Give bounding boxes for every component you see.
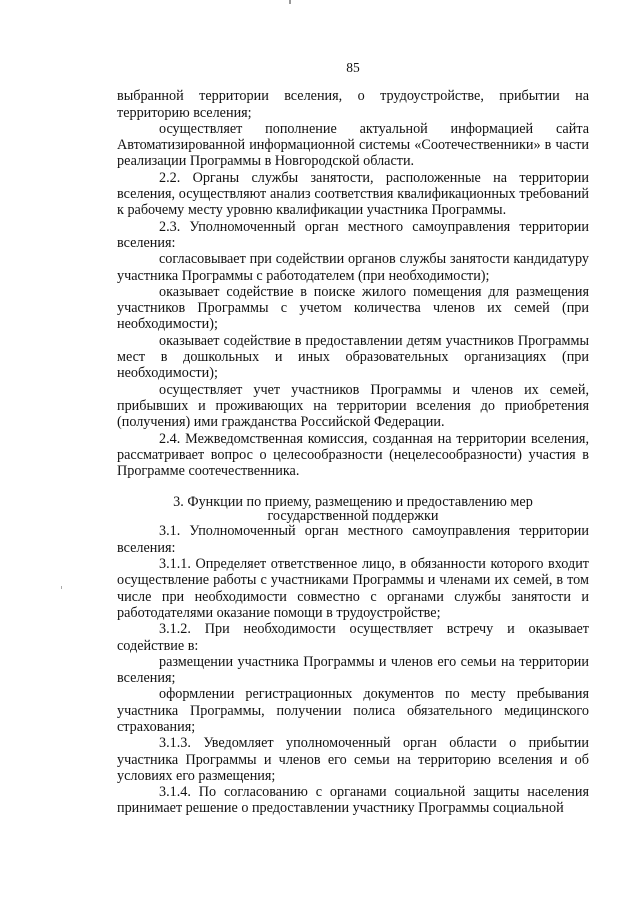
paragraph: 2.2. Органы службы занятости, расположенные на территории вселения, осуществляют анализ соответствия квалификационных требований к рабочему месту уровню квалификации участника Программы.	[117, 169, 589, 219]
paragraph: осуществляет пополнение актуальной информацией сайта Автоматизированной информационной системы «Соотечественники» в части реализации Программы в Новгородской области.	[117, 120, 589, 170]
paragraph: 3.1.2. При необходимости осуществляет встречу и оказывает содействие в:	[117, 621, 589, 654]
paragraph: 2.4. Межведомственная комиссия, созданная на территории вселения, рассматривает вопрос о целесообразности (нецелесообразности) участия в Программе соотечественника.	[117, 430, 589, 480]
paragraph: осуществляет учет участников Программы и членов их семей, прибывших и проживающих на территории вселения до приобретения (получения) ими гражданства Российской Федерации.	[117, 381, 589, 431]
page-number: 85	[346, 60, 360, 75]
paragraph: выбранной территории вселения, о трудоустройстве, прибытии на территорию вселения;	[117, 88, 589, 121]
paragraph: согласовывает при содействии органов службы занятости кандидатуру участника Программы с работодателем (при необходимости);	[117, 251, 589, 284]
paragraph: оказывает содействие в поиске жилого помещения для размещения участников Программы с учетом количества членов их семей (при необходимости);	[117, 283, 589, 333]
section-title-line: 3. Функции по приему, размещению и предоставлению мер	[173, 494, 533, 511]
paragraph: 3.1. Уполномоченный орган местного самоуправления территории вселения:	[117, 523, 589, 556]
paragraph: 2.3. Уполномоченный орган местного самоуправления территории вселения:	[117, 218, 589, 251]
section-title	[117, 496, 589, 523]
scan-mark-top	[289, 0, 291, 4]
section-title-line: государственной поддержки	[267, 507, 439, 524]
paragraph: 3.1.4. По согласованию с органами социальной защиты населения принимает решение о предоставлении участнику Программы социальной	[117, 784, 589, 817]
paragraph: 3.1.1. Определяет ответственное лицо, в обязанности которого входит осуществление работы с участниками Программы и членами их семей, в том числе при необходимости совместно с органами службы занятости и работодателями оказание помощи в трудоустройстве;	[117, 556, 589, 621]
scan-mark-margin	[61, 586, 62, 589]
document-page	[117, 60, 589, 817]
paragraph: оказывает содействие в предоставлении детям участников Программы мест в дошкольных и иных образовательных организациях (при необходимости);	[117, 332, 589, 382]
paragraph: размещении участника Программы и членов его семьи на территории вселения;	[117, 653, 589, 687]
paragraph: 3.1.3. Уведомляет уполномоченный орган области о прибытии участника Программы и членов его семьи на территорию вселения и об условиях его размещения;	[117, 735, 589, 784]
paragraph: оформлении регистрационных документов по месту пребывания участника Программы, получении полиса обязательного медицинского страхования;	[117, 686, 589, 735]
